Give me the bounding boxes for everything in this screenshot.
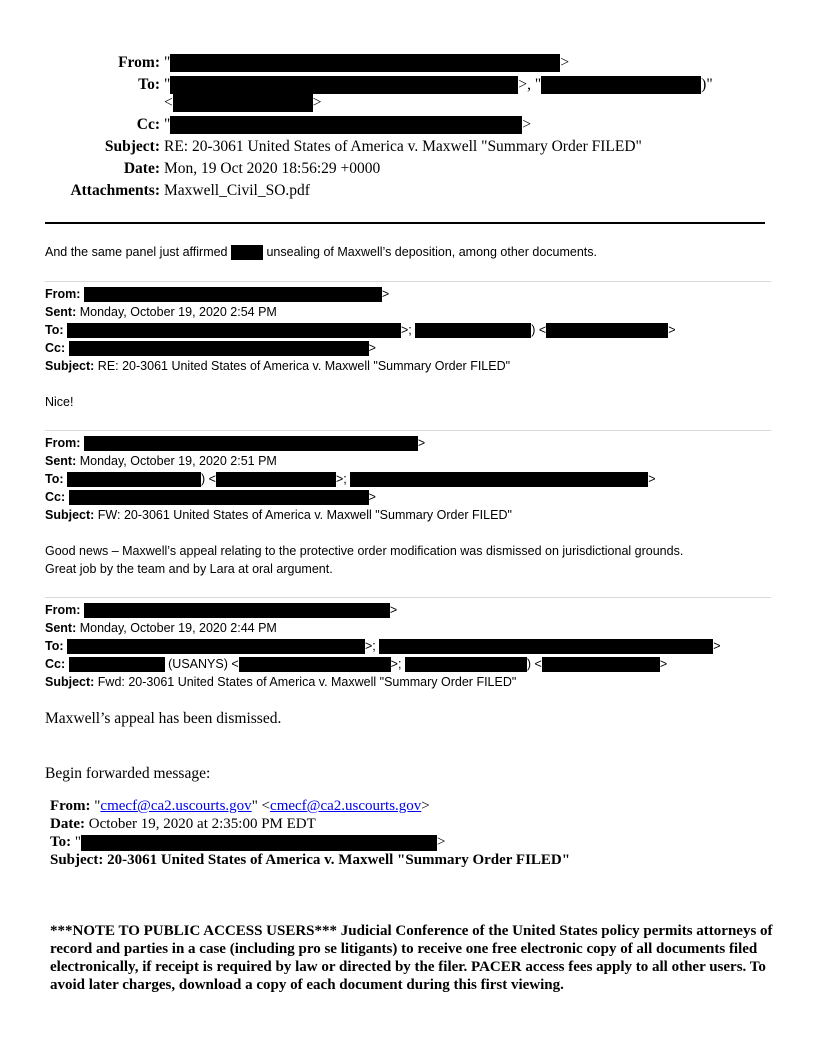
msg2-body-line2: Great job by the team and by Lara at oral argument. bbox=[45, 562, 333, 576]
redaction bbox=[405, 657, 527, 672]
header-cc-label: Cc: bbox=[136, 116, 160, 133]
header-to-label: To: bbox=[138, 76, 160, 93]
redaction bbox=[69, 657, 165, 672]
msg2-cc: Cc: > bbox=[45, 490, 376, 504]
redaction bbox=[69, 341, 369, 356]
msg3-cc: Cc: (USANYS) < >; ) < > bbox=[45, 657, 668, 671]
redaction bbox=[67, 472, 201, 487]
redaction bbox=[69, 490, 369, 505]
msg1-body: Nice! bbox=[45, 395, 74, 409]
message-divider bbox=[45, 281, 771, 282]
msg1-to: To: >; ) < > bbox=[45, 323, 676, 337]
redaction bbox=[239, 657, 391, 672]
redaction bbox=[542, 657, 660, 672]
header-subject: RE: 20-3061 United States of America v. Maxwell "Summary Order FILED" bbox=[164, 138, 642, 155]
msg2-to: To: ) < >; > bbox=[45, 472, 656, 486]
redaction bbox=[350, 472, 648, 487]
msg2-subject: Subject: FW: 20-3061 United States of America v. Maxwell "Summary Order FILED" bbox=[45, 508, 512, 522]
msg1-subject: Subject: RE: 20-3061 United States of America v. Maxwell "Summary Order FILED" bbox=[45, 359, 511, 373]
msg1-sent: Sent: Monday, October 19, 2020 2:54 PM bbox=[45, 305, 277, 319]
message-divider bbox=[45, 430, 771, 431]
header-divider bbox=[45, 222, 765, 224]
begin-forwarded: Begin forwarded message: bbox=[45, 765, 211, 782]
header-date: Mon, 19 Oct 2020 18:56:29 +0000 bbox=[164, 160, 381, 177]
redaction bbox=[84, 603, 390, 618]
msg2-body-line1: Good news – Maxwell’s appeal relating to the protective order modification was dismissed on jurisdictional grounds. bbox=[45, 544, 684, 558]
redaction bbox=[231, 245, 263, 260]
msg1-cc: Cc: > bbox=[45, 341, 376, 355]
redaction bbox=[173, 94, 313, 112]
redaction bbox=[170, 116, 522, 134]
redaction bbox=[170, 76, 518, 94]
header-subject-label: Subject: bbox=[104, 138, 160, 155]
redaction bbox=[84, 287, 382, 302]
msg3-body: Maxwell’s appeal has been dismissed. bbox=[45, 710, 282, 727]
redaction bbox=[81, 835, 437, 851]
redaction bbox=[67, 323, 401, 338]
msg1-from: From: > bbox=[45, 287, 390, 301]
fwd-to: To: " > bbox=[50, 834, 446, 850]
redaction bbox=[379, 639, 713, 654]
msg2-sent: Sent: Monday, October 19, 2020 2:51 PM bbox=[45, 454, 277, 468]
redaction bbox=[546, 323, 668, 338]
header-attachments-label: Attachments: bbox=[70, 182, 160, 199]
msg2-from: From: > bbox=[45, 436, 426, 450]
fwd-subject: Subject: 20-3061 United States of America v. Maxwell "Summary Order FILED" bbox=[50, 852, 571, 868]
fwd-date: Date: October 19, 2020 at 2:35:00 PM EDT bbox=[50, 816, 316, 832]
public-access-notice: ***NOTE TO PUBLIC ACCESS USERS*** Judicial Conference of the United States policy permits attorneys of record and parties in a case (including pro se litigants) to receive one free electronic copy of all documents filed electronically, if receipt is required by law or directed by the filer. PACER access fees apply to all other users. To avoid later charges, download a copy of each document during this first viewing. bbox=[50, 923, 773, 993]
reply-body: And the same panel just affirmed unsealing of Maxwell’s deposition, among other documents. bbox=[45, 245, 598, 259]
fwd-from: From: "cmecf@ca2.uscourts.gov" <cmecf@ca2.uscourts.gov> bbox=[50, 798, 430, 814]
redaction bbox=[170, 54, 560, 72]
header-from-label: From: bbox=[118, 54, 160, 71]
fwd-from-link[interactable]: cmecf@ca2.uscourts.gov bbox=[100, 798, 252, 814]
redaction bbox=[84, 436, 418, 451]
header-date-label: Date: bbox=[123, 160, 160, 177]
redaction bbox=[415, 323, 531, 338]
header-attachments: Maxwell_Civil_SO.pdf bbox=[164, 182, 310, 199]
redaction bbox=[216, 472, 336, 487]
msg3-subject: Subject: Fwd: 20-3061 United States of America v. Maxwell "Summary Order FILED" bbox=[45, 675, 517, 689]
message-divider bbox=[45, 597, 771, 598]
msg3-to: To: >; > bbox=[45, 639, 721, 653]
fwd-from-email-link[interactable]: cmecf@ca2.uscourts.gov bbox=[270, 798, 422, 814]
msg3-sent: Sent: Monday, October 19, 2020 2:44 PM bbox=[45, 621, 277, 635]
redaction bbox=[67, 639, 365, 654]
msg3-from: From: > bbox=[45, 603, 398, 617]
redaction bbox=[541, 76, 701, 94]
